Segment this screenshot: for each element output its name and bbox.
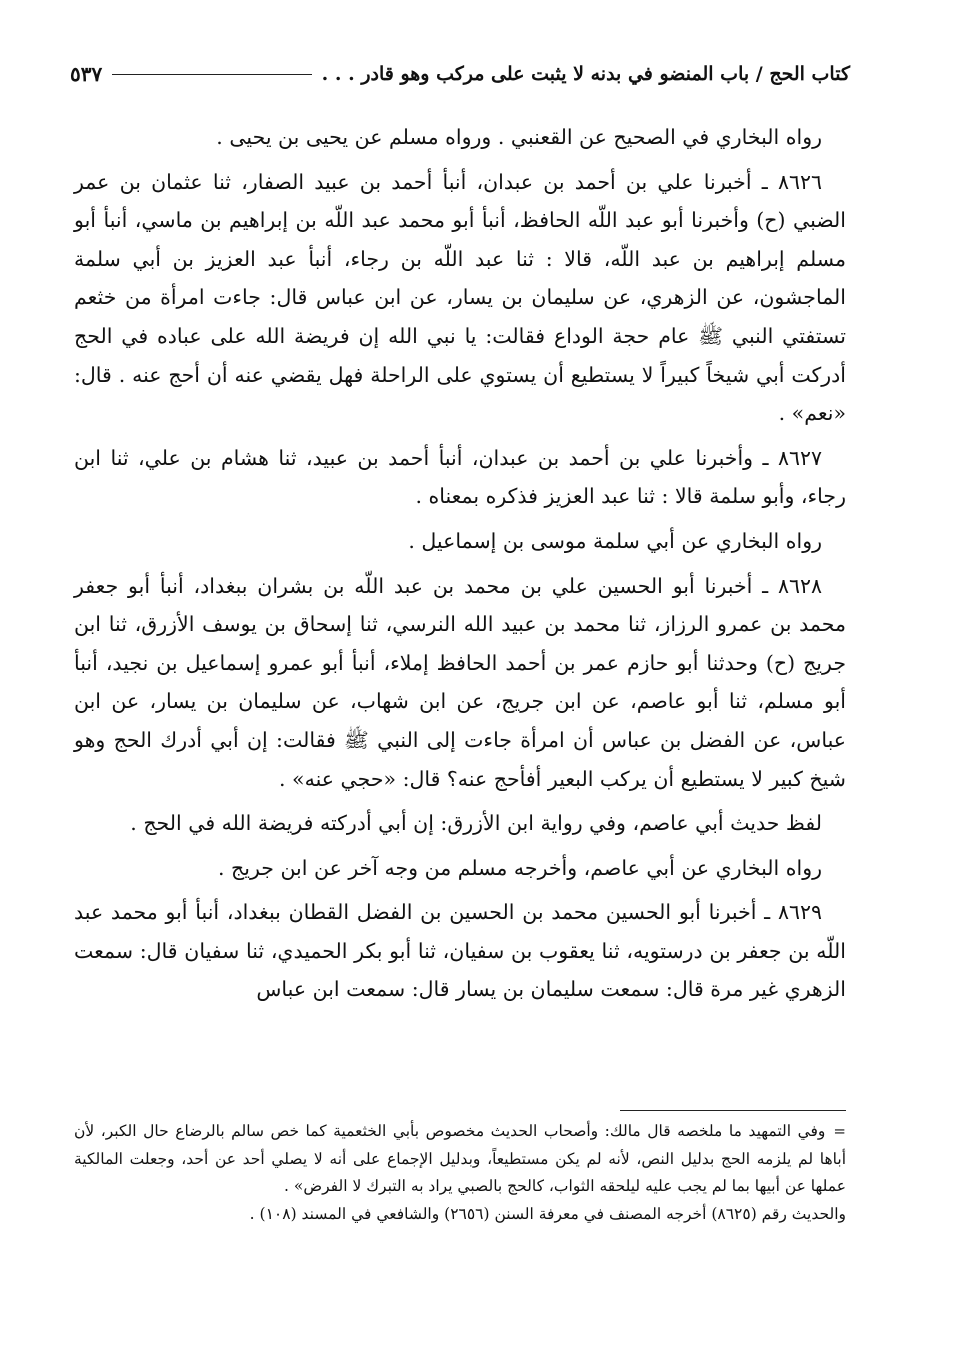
footnote-tamhid-text: وفي التمهيد ما ملخصه قال مالك: وأصحاب الحديث مخصوص بأبي الخثعمية كما خص سالم بالرضاع حال الكبر، لأن أباها لم يلزمه الحج بدليل النص، لأنه لم يكن مستطيعاً، وبدليل الإجماع على أنه لا يصلي أحد عن أحد، وجعلت المالكية عملها عن أبيها بما لم يجب عليه ليلحقه الثواب، كالحج بالصبي يراد به التبرك لا الفرض» . [74,1122,846,1195]
footnotes [74,1118,846,1228]
footnote-separator [620,1110,846,1111]
page-number: ٥٣٧ [70,62,103,86]
footnote-hadith-8625: والحديث رقم (٨٦٢٥) أخرجه المصنف في معرفة السنن (٢٦٥٦) والشافعي في المسند (١٠٨) . [249,1204,846,1223]
footnote-tamhid [74,1118,846,1201]
hadith-8626: ٨٦٢٦ ـ أخبرنا علي بن أحمد بن عبدان، أنبأ أحمد بن عبيد الصفار، ثنا عثمان بن عمر الضبي (ح) وأخبرنا أبو عبد اللّه الحافظ، أنبأ أبو محمد عبد اللّه بن إبراهيم بن ماسي، أنبأ أبو مسلم إبراهيم بن عبد اللّه، قالا : ثنا عبد اللّه بن رجاء، أنبأ عبد العزيز بن أبي سلمة الماجشون، عن الزهري، عن سليمان بن يسار، عن ابن عباس قال: جاءت امرأة من خثعم تستفتي النبي ﷺ عام حجة الوداع فقالت: يا نبي الله إن فريضة الله على عباده في الحج أدركت أبي شيخاً كبيراً لا يستطيع أن يستوي على الراحلة فهل يقضي عنه أن أحج عنه . قال: «نعم» . [74,169,846,426]
header-rule [112,74,311,75]
paragraph-abu-asim-wording: لفظ حديث أبي عاصم، وفي رواية ابن الأزرق: إن أبي أدركته فريضة الله في الحج . [130,811,822,836]
hadith-8629: ٨٦٢٩ ـ أخبرنا أبو الحسين محمد بن الحسين بن الفضل القطان ببغداد، أنبأ أبو محمد عبد اللّه بن جعفر بن درستويه، ثنا يعقوب بن سفيان، ثنا أبو بكر الحميدي، ثنا سفيان قال: سمعت الزهري غير مرة قال: سمعت سليمان بن يسار قال: سمعت ابن عباس [74,900,846,1002]
paragraph-bukhari-abu-asim: رواه البخاري عن أبي عاصم، وأخرجه مسلم من وجه آخر عن ابن جريج . [217,855,822,880]
main-text [74,118,846,1015]
paragraph-bukhari-abu-salama: رواه البخاري عن أبي سلمة موسى بن إسماعيل . [408,528,822,553]
continuation-mark: = [833,1122,846,1140]
running-title: كتاب الحج / باب المنضو في بدنه لا يثبت على مركب وهو قادر . . . [321,63,850,85]
hadith-8627: ٨٦٢٧ ـ وأخبرنا علي بن أحمد بن عبدان، أنبأ أحمد بن عبيد، ثنا هشام بن علي، ثنا ابن رجاء، وأبو سلمة قالا : ثنا عبد العزيز فذكره بمعناه . [74,445,846,509]
hadith-8628: ٨٦٢٨ ـ أخبرنا أبو الحسين علي بن محمد بن عبد اللّه بن بشران ببغداد، أنبأ أبو جعفر محمد بن عمرو الرزاز، ثنا محمد بن عبيد الله النرسي، ثنا إسحاق بن يوسف الأزرق، ثنا ابن جريج (ح) وحدثنا أبو حازم عمر بن أحمد الحافظ إملاء، أنبأ أبو عمرو إسماعيل بن نجيد، أنبأ أبو مسلم، ثنا أبو عاصم، عن ابن جريج، عن ابن شهاب، عن سليمان بن يسار، عن ابن عباس، عن الفضل بن عباس أن امرأة جاءت إلى النبي ﷺ فقالت: إن أبي أدرك الحج وهو شيخ كبير لا يستطيع أن يركب البعير أفأحج عنه؟ قال: «حجي عنه» . [74,573,846,791]
page-header [70,54,850,94]
paragraph-bukhari-qanabi: رواه البخاري في الصحيح عن القعنبي . ورواه مسلم عن يحيى بن يحيى . [216,125,822,149]
